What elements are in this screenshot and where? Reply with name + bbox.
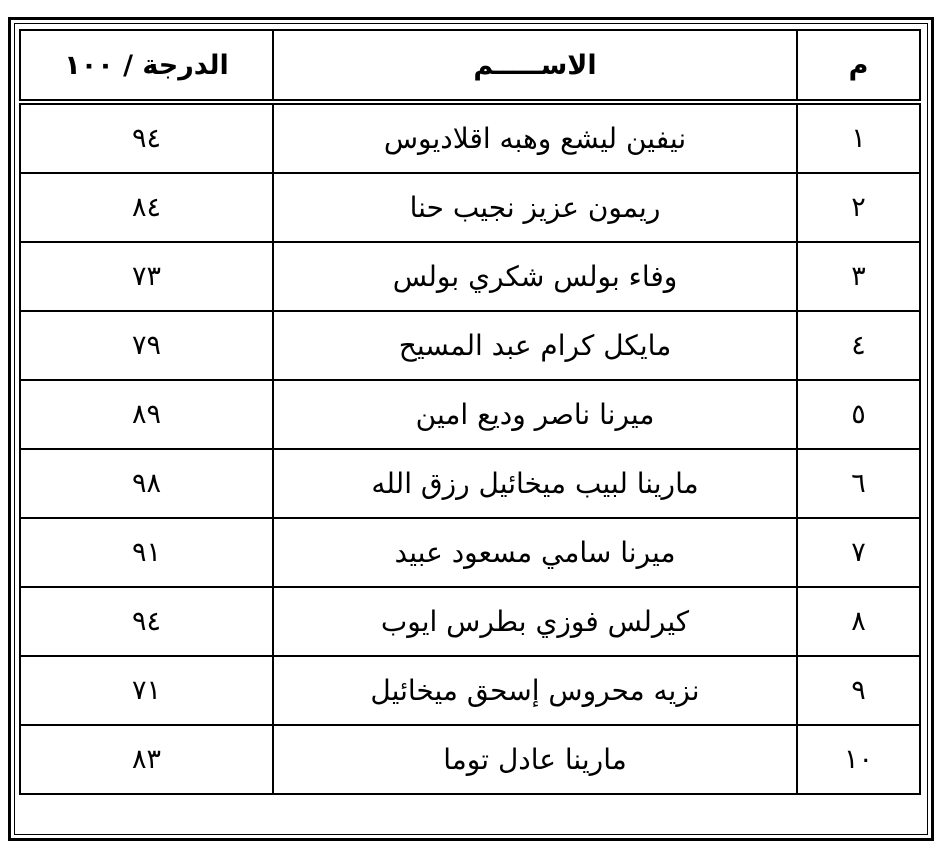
student-name-cell: ميرنا سامي مسعود عبيد [273,518,797,587]
student-name-cell: ريمون عزيز نجيب حنا [273,173,797,242]
grade-cell: ٩٤ [20,102,273,173]
table-row [20,656,920,725]
header-grade: الدرجة / ١٠٠ [20,30,273,102]
grade-cell: ٨٣ [20,725,273,794]
row-number-cell: ٧ [797,518,920,587]
table-body [20,102,920,794]
grade-cell: ٧٣ [20,242,273,311]
student-name-cell: نزيه محروس إسحق ميخائيل [273,656,797,725]
grades-table [19,29,921,795]
row-number-cell: ٩ [797,656,920,725]
grade-cell: ٩١ [20,518,273,587]
table-row [20,380,920,449]
grade-cell: ٧٩ [20,311,273,380]
student-name-cell: مارينا عادل توما [273,725,797,794]
row-number-cell: ٦ [797,449,920,518]
row-number-cell: ٤ [797,311,920,380]
student-name-cell: مايكل كرام عبد المسيح [273,311,797,380]
student-name-cell: كيرلس فوزي بطرس ايوب [273,587,797,656]
student-name-cell: ميرنا ناصر وديع امين [273,380,797,449]
table-row [20,173,920,242]
grade-cell: ٧١ [20,656,273,725]
table-frame [8,17,934,841]
row-number-cell: ٨ [797,587,920,656]
table-row [20,102,920,173]
table-row [20,587,920,656]
header-name: الاســـــم [273,30,797,102]
row-number-cell: ٣ [797,242,920,311]
header-number: م [797,30,920,102]
row-number-cell: ٢ [797,173,920,242]
row-number-cell: ١ [797,102,920,173]
grade-cell: ٨٤ [20,173,273,242]
header-row [20,30,920,102]
table-row [20,242,920,311]
row-number-cell: ١٠ [797,725,920,794]
table-row [20,449,920,518]
table-row [20,311,920,380]
grade-cell: ٨٩ [20,380,273,449]
row-number-cell: ٥ [797,380,920,449]
student-name-cell: نيفين ليشع وهبه اقلاديوس [273,102,797,173]
table-row [20,518,920,587]
student-name-cell: مارينا لبيب ميخائيل رزق الله [273,449,797,518]
student-name-cell: وفاء بولس شكري بولس [273,242,797,311]
table-row [20,725,920,794]
grade-cell: ٩٨ [20,449,273,518]
grade-cell: ٩٤ [20,587,273,656]
